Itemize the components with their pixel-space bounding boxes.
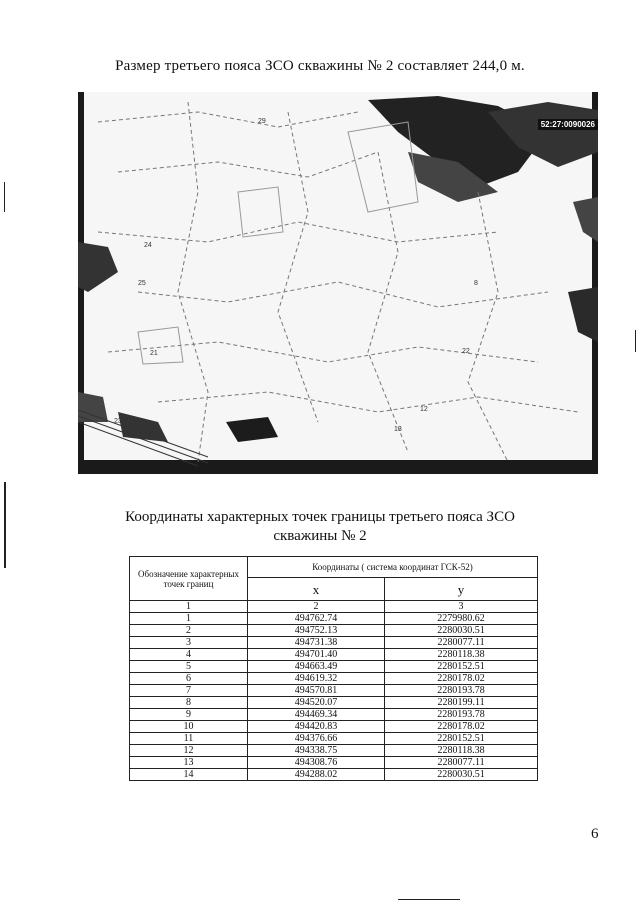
column-header-points: Обозначение характерных точек границ (130, 557, 248, 601)
table-title-line: Координаты характерных точек границы третьего пояса ЗСО (125, 509, 515, 525)
table-cell: 4 (130, 649, 248, 661)
scan-artifact-line (4, 182, 5, 212)
table-cell: 12 (130, 745, 248, 757)
map-label: 24 (144, 242, 152, 249)
table-cell: 2280030.51 (385, 625, 538, 637)
scan-artifact-line (4, 482, 6, 568)
map-drawing (78, 92, 598, 474)
scan-artifact-line (635, 330, 636, 352)
table-cell: 494731.38 (248, 637, 385, 649)
map-label: 21 (150, 350, 158, 357)
cadastral-code-label: 52:27:0090026 (538, 119, 598, 130)
table-row (130, 697, 538, 709)
scan-artifact-line (398, 899, 460, 900)
page-heading: Размер третьего пояса ЗСО скважины № 2 составляет 244,0 м. (115, 58, 525, 74)
table-row (130, 721, 538, 733)
page-number: 6 (591, 826, 599, 842)
table-index-row (130, 601, 538, 613)
table-row (130, 673, 538, 685)
table-cell: 6 (130, 673, 248, 685)
table-cell: 2280152.51 (385, 733, 538, 745)
table-cell: 2280030.51 (385, 769, 538, 781)
table-cell: 494308.76 (248, 757, 385, 769)
table-cell: 494469.34 (248, 709, 385, 721)
table-row (130, 769, 538, 781)
table-cell: 2280193.78 (385, 685, 538, 697)
table-cell: 2280152.51 (385, 661, 538, 673)
coordinates-table (129, 556, 538, 781)
table-cell: 9 (130, 709, 248, 721)
map-label: 25 (138, 280, 146, 287)
table-row (130, 649, 538, 661)
table-cell: 494570.81 (248, 685, 385, 697)
table-cell: 7 (130, 685, 248, 697)
map-label: 22 (462, 348, 470, 355)
table-cell: 494619.32 (248, 673, 385, 685)
table-cell: 2280199.11 (385, 697, 538, 709)
table-cell: 2280178.02 (385, 721, 538, 733)
column-header-x: x (248, 578, 385, 601)
table-title-line: скважины № 2 (273, 528, 367, 544)
table-cell: 2280077.11 (385, 757, 538, 769)
table-cell: 494701.40 (248, 649, 385, 661)
table-cell: 494338.75 (248, 745, 385, 757)
column-header-y: y (385, 578, 538, 601)
table-row (130, 613, 538, 625)
table-cell: 1 (130, 613, 248, 625)
table-cell: 494663.49 (248, 661, 385, 673)
table-cell: 2280193.78 (385, 709, 538, 721)
table-cell: 494288.02 (248, 769, 385, 781)
table-cell: 2 (248, 601, 385, 613)
table-row (130, 745, 538, 757)
table-cell: 11 (130, 733, 248, 745)
table-cell: 3 (385, 601, 538, 613)
table-cell: 494752.13 (248, 625, 385, 637)
column-header-coordinates: Координаты ( система координат ГСК-52) (248, 557, 538, 578)
map-label: 12 (420, 406, 428, 413)
table-cell: 2280118.38 (385, 745, 538, 757)
table-row (130, 637, 538, 649)
table-title (0, 508, 640, 546)
table-cell: 494376.66 (248, 733, 385, 745)
table-cell: 2280178.02 (385, 673, 538, 685)
table-cell: 494420.83 (248, 721, 385, 733)
map-label: 8 (474, 280, 478, 287)
table-cell: 1 (130, 601, 248, 613)
map-label: 13 (394, 426, 402, 433)
table-cell: 14 (130, 769, 248, 781)
table-cell: 2280077.11 (385, 637, 538, 649)
table-cell: 2280118.38 (385, 649, 538, 661)
table-row (130, 625, 538, 637)
map-label: 29 (258, 118, 266, 125)
table-cell: 494762.74 (248, 613, 385, 625)
table-cell: 8 (130, 697, 248, 709)
cadastral-map (78, 92, 598, 474)
table-cell: 3 (130, 637, 248, 649)
table-row (130, 757, 538, 769)
table-row (130, 733, 538, 745)
table-row (130, 661, 538, 673)
table-cell: 494520.07 (248, 697, 385, 709)
table-cell: 5 (130, 661, 248, 673)
table-cell: 2279980.62 (385, 613, 538, 625)
map-label: 23 (114, 418, 122, 425)
table-cell: 2 (130, 625, 248, 637)
table-cell: 13 (130, 757, 248, 769)
table-row (130, 709, 538, 721)
table-cell: 10 (130, 721, 248, 733)
table-row (130, 685, 538, 697)
